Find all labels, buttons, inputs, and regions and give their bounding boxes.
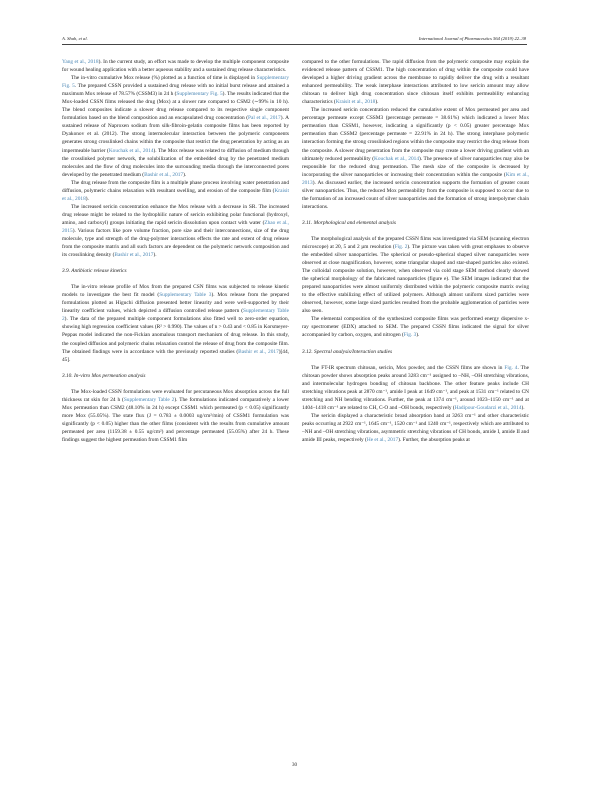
citation-link[interactable]: Zhao et al., 2015 [62,219,289,234]
left-column [62,58,289,444]
body-text: ). The presence of silver nanoparticles may also be responsible for the reduced drug permeation. The mesh size of the composite is decreased by incorporating the silver nanoparticles or increasing their concentration within the composite ( [302,155,530,178]
section-heading-3-10: 3.10. In-vitro Mox permeation analysis [62,372,146,379]
right-column [302,58,529,444]
paragraph [302,58,529,106]
paragraph [62,58,289,74]
body-text: ). The picture was taken with great emphases to observe the embedded silver nanoparticles. The spherical or pseudo-spherical shaped silver nanoparticles were observed at close magnification, however, some triangular shaped and star-shaped particles also existed. The colloidal composite solution, however, when observed via cold stage SEM method clearly showed the spherical morphology of the fabricated nanoparticles (figure e). The SEM images indicated that the prepared nanoparticles were almost uniformly distributed within the polymeric composite matrix owing to the effective stabilizing effect of utilized polymers. Although almost uniform sized particles were observed, however, some large sized particles resulted from the probable agglomeration of particles were also seen. [302,243,529,315]
body-text: . The chitosan powder shows absorption peaks around 3283 cm⁻¹ assigned to –NH, –OH stretching vibrations, and intermolecular hydrogen bonding of chitosan backbone. The other feature peaks include CH stretching vibrations peak at 2870 cm⁻¹, amide I peak at 1649 cm⁻¹, and peak at 1531 cm⁻¹ related to CN stretching and NH bending vibrations. Further, the peak at 1374 cm⁻¹, around 1023–1150 cm⁻¹ and at 1404–1418 cm⁻¹ are related to CH, C-O and –OH bonds, respectively ( [302,364,529,411]
citation-link[interactable]: Fig. 3 [403,332,417,339]
body-text: The morphological analysis of the prepared CSSN films was investigated via SEM (scanning electron microscope) at 20, 5 and 2 µm resolution ( [302,235,529,250]
citation-link[interactable]: Kraisit et al., 2018 [335,99,376,106]
body-text: ). [85,195,89,202]
body-text: ). [153,252,157,259]
paragraph [302,364,529,412]
citation-link[interactable]: Supplementary Table 2 [62,308,289,323]
body-text: The sericin displayed a characteristic broad absorption band at 3263 cm⁻¹ and other characteristic peaks occurring at 2922 cm⁻¹, 1645 cm⁻¹, 1520 cm⁻¹ and 1240 cm⁻¹, respectively which are attributed to –NH and –OH stretching vibrations, asymmetric stretching vibrations of CH bonds, amide I, amide II and amide III peaks, respectively ( [302,412,529,443]
paragraph [62,74,289,179]
body-text: ). In the current study, an effort was made to develop the multiple component composite for wound healing application with a better aqueous stability and a sustained drug release characteristics. [62,59,289,74]
section-heading-3-12: 3.12. Spectral analysis/Interaction studies [302,348,393,355]
body-text: The in-vitro cumulative Mox release (%) plotted as a function of time is displayed in [71,75,257,82]
citation-link[interactable]: Supplementary Table 3 [159,292,212,299]
citation-link[interactable]: Bashir et al., 2017 [238,348,279,355]
running-header-authors: A. Shah, et al. [62,36,88,41]
body-text: compared to the other formulations. The rapid diffusion from the polymeric composite may explain the evidenced release pattern of CSSM1. The high concentration of drug within the composite could have developed a higher driving gradient across the membrane to rapidly deliver the drug with a resultant enhanced permeability. The weak interphase interactions attributed to low sericin amount may allow chitosan to deliver high drug concentration since chitosan itself exhibits permeability enhancing characteristics ( [302,59,529,106]
paragraph [302,106,529,211]
body-text: )[44, 45]. [62,348,289,363]
body-text: ). [521,404,525,411]
body-text: ). Various factors like pore volume fraction, pore size and their interconnections, size of the drug molecule, type and strength of the drug-polymer interactions effects the rate and extent of drug release from the composite matrix and all such factors are dependent on the polymeric network composition and its crosslinking density ( [62,227,289,259]
header-rule [62,44,527,45]
paragraph [62,388,289,444]
citation-link[interactable]: Supplementary Fig. 5 [176,91,223,98]
citation-link[interactable]: Supplementary Table 2 [123,396,175,403]
paragraph [302,412,529,444]
body-text: ). [375,99,379,106]
paragraph [302,315,529,339]
body-text: The increased sericin concentration reduced the cumulative extent of Mox permeated per area and percentage permeate except CSSM3 (percentage permeate = 38.61%) which indicated a lower Mox permeation than CSSM1, however, indicating a significantly (p < 0.05) greater percentage Mox permeation than CSSM2 (percentage permeate = 22.91% in 24 h). The strong interphase polymeric interaction forming the strong crosslinked regions within the composite may restrict the drug release from the composite. A slower drug penetration from the composite may create a lower driving gradient with an ultimately reduced permeability ( [302,107,529,162]
running-header-journal: International Journal of Pharmaceutics 564 (2019) 22–38 [418,36,526,41]
body-text: ). A sustained release of Naproxen sodium from silk-fibroin-gelatin composite films has been reported by Dyakonov et al. (2012). The strong intermolecular interaction between the polymeric components generates strong crosslinked chains within the composite that restrict the drug penetration by acting as an impermeable barrier ( [62,115,289,154]
body-text: The increased sericin concentration enhance the Mox release with a decrease in SR. The increased drug release might be related to the hydrophilic nature of sericin exhibiting polar functional (hydroxyl, amino, and carboxyl) groups initiating the rapid sericin dissolution upon contact with water ( [62,203,289,226]
body-text: ). The Mox release was related to diffusion of medium through the crosslinked polymer network, the solubilization of the embedded drug by the penetrated medium molecules and the flow of drug molecules into the surrounding media through the interconnected pores developed by the penetrated medium ( [62,147,290,178]
citation-link[interactable]: Pal et al., 2017 [248,115,281,122]
body-text: ). Mox release from the prepared formulations plotted as Higuchi diffusion presented better linearity and were well-supported by their linearity coefficient values, which depicted a diffusion controlled release pattern ( [62,292,290,315]
body-text: The FT-IR spectrum chitosan, sericin, Mox powder, and the CSSN films are shown in [311,364,505,371]
body-text: ). The results indicated that the Mox-loaded CSSN films released the drug (Mox) at a slower rate compared to CSM2 (∼99% in 10 h). The blend composites indicate a slower drug release compared to its respective single component formulation based on the blend composition and an encapsulated drug concentration ( [62,91,289,122]
citation-link[interactable]: Fig. 4 [504,364,518,371]
paragraph [62,283,289,363]
citation-link[interactable]: He et al., 2017 [366,436,399,443]
body-text: ). As discussed earlier, the increased sericin concentration supports the formation of greater count silver nanoparticles. Thus, the reduced Mox permeability from the composite is supposed to occur due to the formation of an increased count of silver nanoparticles and the formation of strong interpolymer chain interactions. [302,179,529,210]
citation-link[interactable]: Yang et al., 2018 [62,59,99,65]
citation-link[interactable]: Fig. 2 [394,243,408,250]
body-text: The Mox-loaded CSSN formulations were evaluated for percutaneous Mox absorption across the full thickness rat skin for 24 h ( [62,388,289,403]
body-text: ). Further, the absorption peaks at [398,436,470,443]
section-heading-3-9: 3.9. Antibiotic release kinetics [62,268,127,275]
paragraph [302,235,529,315]
body-text: ). [416,332,420,339]
body-text: The elemental composition of the synthesized composite films was performed energy dispersive x-ray spectrometer (EDX) attached to SEM. The prepared CSSN films indicated the signal for silver accompanied by carbon, oxygen, and nitrogen ( [302,316,529,339]
page-number: 30 [292,763,297,768]
citation-link[interactable]: Hadipour-Goudarzi et al., 2014 [454,404,522,411]
body-text: The in-vitro release profile of Mox from the prepared CSN films was subjected to release kinetic models to investigate the best fit model ( [62,284,289,299]
body-text: ). [183,171,187,178]
citation-link[interactable]: Kim et al., 2013 [302,171,529,186]
body-text: . The prepared CSSN provided a sustained drug release with no initial burst release and attained a maximum Mox release of 78.57% (CSSM3) in 24 h ( [62,83,289,98]
citation-link[interactable]: Bashir et al., 2017 [144,171,184,178]
paragraph [62,179,289,203]
paragraph [62,203,289,259]
section-heading-3-11: 3.11. Morphological and elemental analysis [302,219,396,226]
body-text: The drug release from the composite film is a multiple phase process involving water penetration and diffusion, polymeric chains relaxation with resultant swelling, and erosion of the composite film ( [62,179,289,194]
citation-link[interactable]: Kraisit et al., 2018 [62,187,289,202]
body-text: ). The data of the prepared multiple component formulations also fitted well to zero-order equation, showing high regression coefficient values (R² > 0.990). The values of n > 0.43 and < 0.85 in Korsmeyer-Peppas model indicated the non-Fickian anomalous transport mechanism of drug release. In this study, the coupled diffusion and polymeric chains relaxation control the release of drug from the composite film. The obtained findings were in accordance with the previously reported studies ( [62,316,289,355]
body-text: ). The formulations indicated comparatively a lower Mox permeation than CSM2 (48.10% in 24 h) except CSSM1 which permeated (p < 0.05) significantly more Mox (55.05%). The state flux (J = 0.783 ± 0.0003 ug/cm²/min) of CSSM1 formulation was significantly (p < 0.05) higher than the other films (consistent with the results from cumulative amount permeated per area (1159.38 ± 0.55 ug/cm²) and percentage permeated (55.05%) after 24 h. These findings suggest the highest permeation from CSSM1 film [62,396,290,443]
citation-link[interactable]: Kouchak et al., 2014 [374,155,419,162]
citation-link[interactable]: Bashir et al., 2017 [114,252,154,259]
citation-link[interactable]: Supplementary Fig. 5 [62,75,289,90]
citation-link[interactable]: Kouchak et al., 2014 [108,147,154,154]
